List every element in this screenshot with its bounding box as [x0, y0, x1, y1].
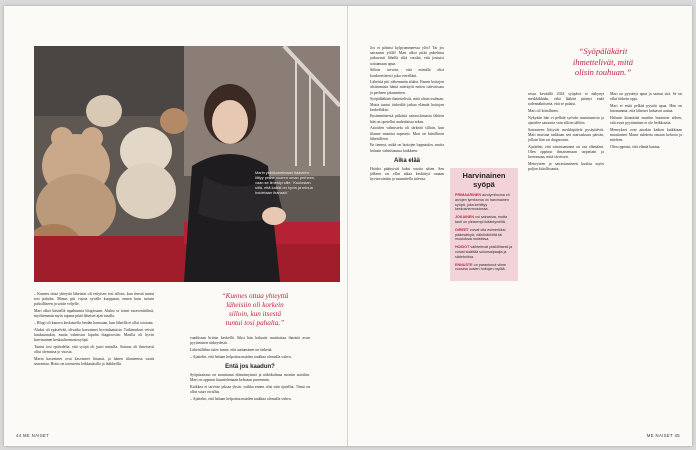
pullquote-line: olisin touhuan.” [574, 67, 632, 77]
section-heading: Entä jos kaadun? [225, 363, 275, 370]
pullquote-line: läheisiin oli korkein [226, 301, 284, 309]
paragraph: Syöpälääkärit ihmettelivät, mitä olisin touhuan. Mutta tuntui tärkeältä jatkaa elämää hoitojen keskelläkin. [370, 97, 444, 112]
entry-tag: ENNUSTE [455, 262, 473, 267]
photo-caption: Marin ykkösunelmaan haaveen liittyy perhe nuoren oman perheen, vaan se ilmestyi sille. 'Kuulostan siltä, että kaikki on hyvin ja minua hoidetaan ihanasti.' [255, 170, 316, 195]
right-column-2 [528, 92, 604, 174]
fact-sidebar [450, 168, 518, 281]
pullquote-line: “Kunnes ottaa yhteyttä [221, 292, 289, 300]
right-column-3 [610, 92, 682, 152]
paragraph: Ensimmäisestä pitkästä sairauslomasta lähtien hän on opetellut uudenlaista arkea. [370, 114, 444, 124]
paragraph: Mari ei enää pelkää pyytää apua. Hän on huomannut, että läheiset haluavat auttaa. [610, 103, 682, 114]
sidebar-entry [455, 245, 513, 259]
paragraph: Läheisiä piti vähemmän aluksi. Ennen hoitojen aloittamista häntä mietitytti eniten tulevaisuus ja perheen jaksaminen. [370, 80, 444, 95]
entry-tag: PRIMAARINEN [455, 193, 482, 197]
paragraph: sessa keväällä 2024 syöpävä ei näkynyt merkkikkään, eikä lääkäri pitänyt enää todennäköisenä, että se palaisi. [528, 92, 604, 107]
sidebar-entry [455, 215, 513, 225]
paragraph: Halusin kiinnittää muiden huomion siihen, että avun pyytäminen ei ole heikkoutta. [610, 115, 682, 126]
right-page [348, 6, 692, 446]
entry-text: voi sairastua, mutta tauti on yleisempi ikääntyneillä. [455, 215, 508, 224]
entry-text: aivolymfooma eli aivojen lymfooma on harvinainen syöpä, joka kehittyy keskushermostossa. [455, 193, 510, 212]
paragraph: – Ajattelin, että haluan helpottaa muiden taakkaa olemalla vahva. [190, 354, 292, 359]
entry-tag: OIREET [455, 227, 469, 232]
paragraph: Meneyteen ja sairastumiseen kuuluu myös paljon kiitollisuutta. [528, 161, 604, 172]
paragraph: Asioiden valmistelu oli tärkeää silloin, kun tilanne muuttui nopeasti. Mari on kiitollinen läheisilleen. [370, 126, 444, 141]
pullquote-line: silloin, kun itsestä [228, 310, 282, 318]
right-pullquote [528, 46, 678, 78]
paragraph: Ajattelen, että sairastuminen on osa elämääni. Olen oppinut ilmaisemaan tarpeitani ja kertomaan, mitä tarvitsen. [528, 144, 604, 160]
paragraph: Mari on pyytänyt apua ja saanut sitä. Se on ollut tärkein oppi. [610, 92, 682, 102]
sidebar-entry [455, 263, 513, 273]
paragraph: Marin kasvaimet ovat kasvaneet hitaasti, ja hänen tilanteensa vaatii seurantaa. Hoito on toteutettu leikkauksilla ja lääkkeillä. [34, 356, 154, 366]
left-column-1 [34, 292, 154, 369]
portrait-photo [34, 46, 340, 282]
pullquote-line: “Syöpäläkärit [578, 46, 628, 56]
paragraph: Aluksi oli epäselvää, olivatko kasvaimet hyvänlaatuisia. Tutkimukset veivät kuukausiakin, mutta valmistui lopulta diagnoosiin: Marilla oli hyvin harvinainen keskushermostosyöpä. [34, 327, 154, 343]
paragraph: Hoidot päättyivät kaksi vuotta sitten. Sen jälkeen on ollut aikaa keskittyä omaan hyvinvointiin ja suunnitella tulevaa. [370, 166, 444, 182]
paragraph: Syöpäsairaus on muuttanut elämänrytmiä ja näkökulmaa moniin asioihin. Mari on oppinut kuuntelemaan kehoaan paremmin. [190, 372, 310, 383]
paragraph: Läheisillekin tulee tunne, että auttaminen on tärkeää. [190, 347, 273, 352]
paragraph: – Ajattelin, että haluan helpottaa muiden taakkaa olemalla vahva. [190, 396, 292, 401]
paragraph: En tiennyt, mikä on hoitojen lopputulos, mutta halusin valmistautua kaikkeen. [370, 143, 444, 153]
magazine-spread [4, 6, 692, 446]
right-folio: ME NAISET 45 [646, 433, 680, 438]
entry-tag: JOKAINEN [455, 215, 475, 220]
sidebar-entry [455, 228, 513, 242]
left-column-2 [190, 336, 310, 403]
paragraph: Mari oli kiitollinen. [528, 109, 559, 114]
paragraph: – Blogi oli kanava keskustella heidän kanssaan, kun läheillä ei ollut toisiaan. [34, 321, 154, 326]
right-column-1 [370, 46, 444, 184]
left-folio: 44 ME NAISET [16, 433, 50, 438]
sidebar-entry [455, 193, 513, 212]
paragraph: – Kunnes ottaa yhteyttä läheisiin oli erityisen tosi silloin, kun itsestä tuntui tosi pahalta. Minun piti vajota syvälle kuoppaan, ennen kuin tartuin pahoilliseen ja soitin veljelle. [34, 292, 154, 307]
portrait-illustration [34, 46, 340, 282]
left-pullquote [190, 292, 320, 328]
paragraph: Jos ei pääsisi kylpyammeessa ylös? Tai jos sairaanni yöllä? Mari alkoi pitää puhelinta jatkuvasti lähellä siltä varalta, että joutuisi soittamaan apua. [370, 46, 444, 66]
paragraph: Nykyään hän ei pelkää syövän uusiutumista ja ajattelee sairautta vain silloin tällöin. [528, 115, 604, 126]
paragraph: Silloin toivoin, että minulla olisi konkreettisesti joku vierelläni. [370, 68, 444, 78]
paragraph: Meneykset ovat ainakin kaiken kaikkiaan muuttaneet Marin suhdetta omaan kehoon ja mieleen. [610, 127, 682, 143]
paragraph: Mari alkoi käsitellä tapahtumia blogissaan. Aluksi se toimi varaventtiilinä, myöhemmin myös tapana pitää läheiset ajan tasalla. [34, 309, 154, 319]
entry-text: voivat olla esimerkiksi päänsärkyä, näköhäiriöitä tai muutoksia muistissa. [455, 227, 506, 242]
paragraph: Tuntui tosi epätodelta, että syöpä oli juuri minulla. Sairaus oli ilmeisesti ollut olemassa jo vuosia. [34, 344, 154, 355]
entry-text: vaihtelevat yksilöllisesti ja voivat sisältää solunsalpaajia ja sädehoitoa. [455, 245, 513, 259]
paragraph: Kaikkea ei tarvitse jaksaa yksin, vaikka ennen olisi niin ajatellut. Tämä on ollut suuri oivallus. [190, 384, 310, 394]
entry-tag: HOIDOT [455, 245, 470, 250]
pullquote-line: tuntui tosi pahalta.” [225, 319, 285, 327]
paragraph: vaadittaan kriisin keskellä. Siksi hän haluaisi muistuttaa ihmisiä avun pyytämisen tärkeydestä. [190, 336, 310, 346]
left-page [4, 6, 348, 446]
paragraph: Olen oppinut, että elämä kantaa. [610, 144, 661, 149]
sidebar-title: Harvinainen syöpä [462, 171, 506, 189]
entry-text: on parantunut viime vuosina uusien hoitojen myötä. [455, 262, 507, 272]
pullquote-line: ihmettelivät, mitä [572, 56, 634, 67]
section-heading: Aika elää [393, 157, 421, 164]
paragraph: Sairauteen liittyvät merkkipäivät pysäyttävät. Mari muistaa tarkkaan sen marraskuun päivän, jolloin hän sai diagnoosin. [528, 127, 604, 143]
